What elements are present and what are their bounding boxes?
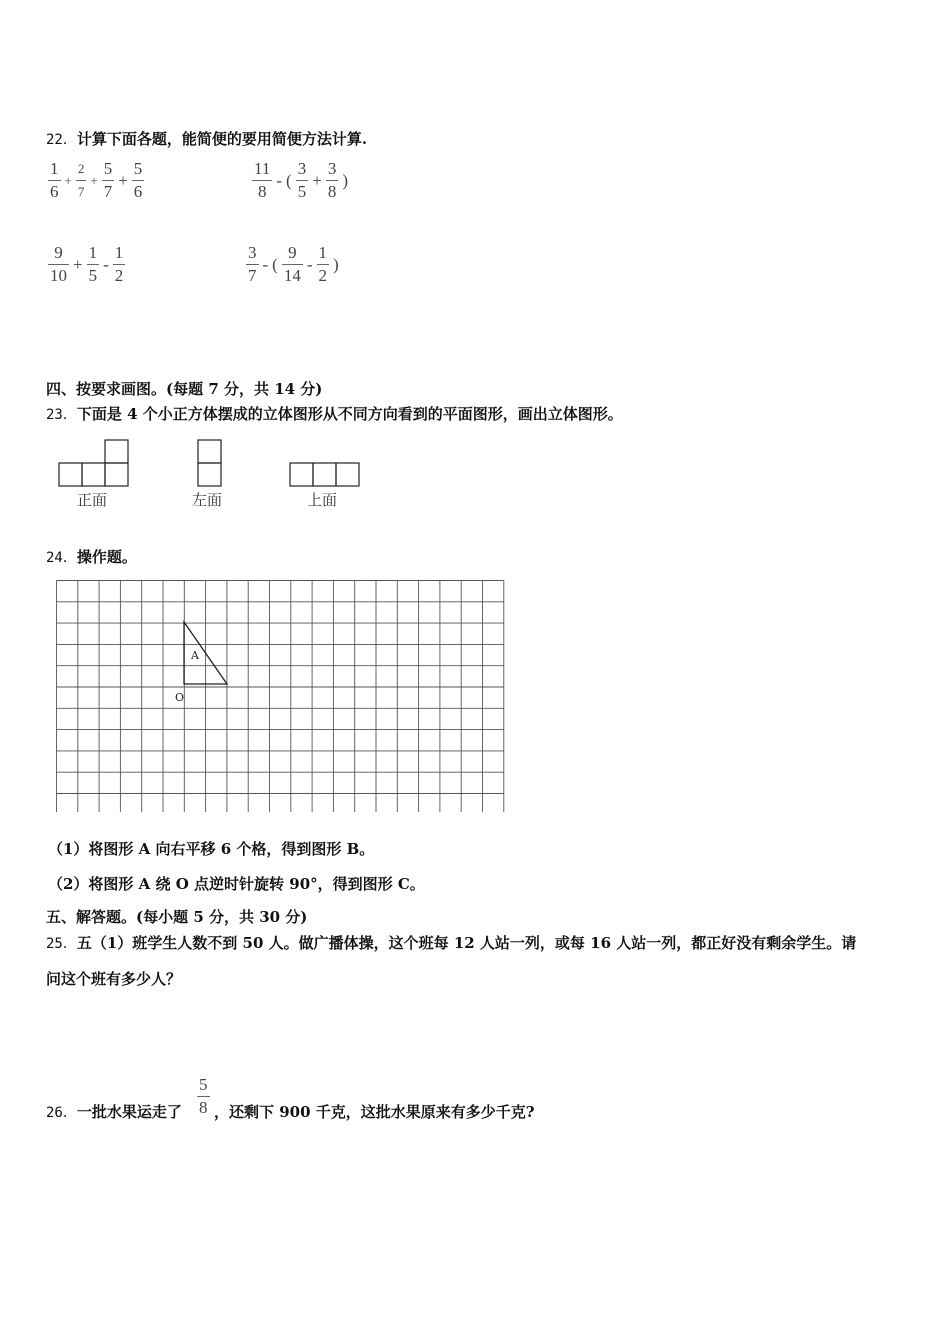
q23-number: 23． bbox=[46, 407, 77, 423]
q24-heading bbox=[46, 546, 137, 567]
paren: ) bbox=[342, 170, 348, 190]
paren: ( bbox=[286, 170, 292, 190]
fraction: $\frac{3}{5}$ bbox=[297, 159, 307, 201]
q24-grid-figure bbox=[56, 580, 508, 816]
fraction: $\frac{3}{8}$ bbox=[327, 159, 337, 201]
operator: - bbox=[262, 254, 269, 274]
paren: ( bbox=[272, 254, 278, 274]
q23-text: 下面是 4 个小正方体摆成的立体图形从不同方向看到的平面图形，画出立体图形。 bbox=[76, 405, 623, 423]
q25-line-2: 问这个班有多少人？ bbox=[46, 970, 182, 988]
operator: - bbox=[306, 254, 313, 274]
q22-number: 22． bbox=[46, 132, 77, 148]
q26-text-after: ，还剩下 900 千克，这批水果原来有多少千克? bbox=[214, 1103, 535, 1121]
q26-fraction bbox=[195, 1074, 212, 1119]
operator: - bbox=[103, 254, 109, 274]
fraction: $\frac{3}{7}$ bbox=[248, 243, 257, 285]
q22-expression-4 bbox=[244, 242, 341, 287]
q26-text-before: 一批水果运走了 bbox=[76, 1103, 182, 1121]
section-4-title: 四、按要求画图。(每题 7 分，共 14 分) bbox=[46, 380, 323, 398]
operator: + bbox=[90, 172, 98, 188]
top-view bbox=[290, 463, 359, 486]
q22-expression-1 bbox=[46, 158, 146, 203]
operator: + bbox=[73, 254, 83, 274]
q26-number: 26． bbox=[46, 1105, 77, 1121]
operator: - bbox=[276, 170, 283, 190]
q22-expression-2 bbox=[250, 158, 350, 203]
top-view-label: 上面 bbox=[307, 491, 338, 509]
fraction: $\frac{1}{6}$ bbox=[50, 159, 59, 201]
square-grid bbox=[56, 580, 508, 812]
origin-label: O bbox=[175, 691, 185, 704]
q23-heading bbox=[46, 403, 623, 424]
q24-number: 24． bbox=[46, 550, 77, 566]
q22-text: 计算下面各题，能简便的要用简便方法计算. bbox=[76, 130, 368, 148]
fraction: $\frac{9}{14}$ bbox=[283, 243, 301, 285]
section-5-title: 五、解答题。(每小题 5 分，共 30 分) bbox=[46, 908, 308, 926]
fraction: $\frac{2}{7}$ bbox=[76, 158, 87, 203]
fraction: $\frac{1}{2}$ bbox=[114, 243, 124, 285]
q25-text-1: 五（1）班学生人数不到 50 人。做广播体操，这个班每 12 人站一列，或每 16 人站一列，都正好没有剩余学生。请 bbox=[76, 934, 857, 952]
left-view bbox=[198, 440, 221, 486]
q24-text: 操作题。 bbox=[76, 548, 137, 566]
shape-a-label: A bbox=[191, 649, 199, 662]
q26-heading bbox=[46, 1101, 182, 1122]
q22-expression-3 bbox=[46, 242, 127, 287]
q25-line-1 bbox=[46, 932, 856, 953]
fraction: $\frac{1}{5}$ bbox=[88, 243, 98, 285]
front-view bbox=[59, 440, 128, 486]
operator: + bbox=[118, 170, 128, 190]
left-view-label: 左面 bbox=[192, 491, 223, 509]
fraction: $\frac{5}{8}$ bbox=[199, 1075, 208, 1117]
q25-number: 25． bbox=[46, 936, 77, 952]
fraction: $\frac{1}{2}$ bbox=[318, 243, 328, 285]
front-view-label: 正面 bbox=[77, 491, 108, 509]
q24-task-2: （2）将图形 A 绕 O 点逆时针旋转 90°，得到图形 C。 bbox=[48, 875, 425, 893]
fraction: $\frac{5}{7}$ bbox=[103, 159, 113, 201]
fraction: $\frac{11}{8}$ bbox=[254, 159, 271, 201]
paren: ) bbox=[333, 254, 339, 274]
fraction: $\frac{9}{10}$ bbox=[50, 243, 67, 285]
q22-heading bbox=[46, 128, 367, 149]
operator: + bbox=[312, 170, 322, 190]
fraction: $\frac{5}{6}$ bbox=[133, 159, 143, 201]
operator: + bbox=[64, 172, 72, 188]
q24-task-1: （1）将图形 A 向右平移 6 个格，得到图形 B。 bbox=[48, 840, 375, 858]
